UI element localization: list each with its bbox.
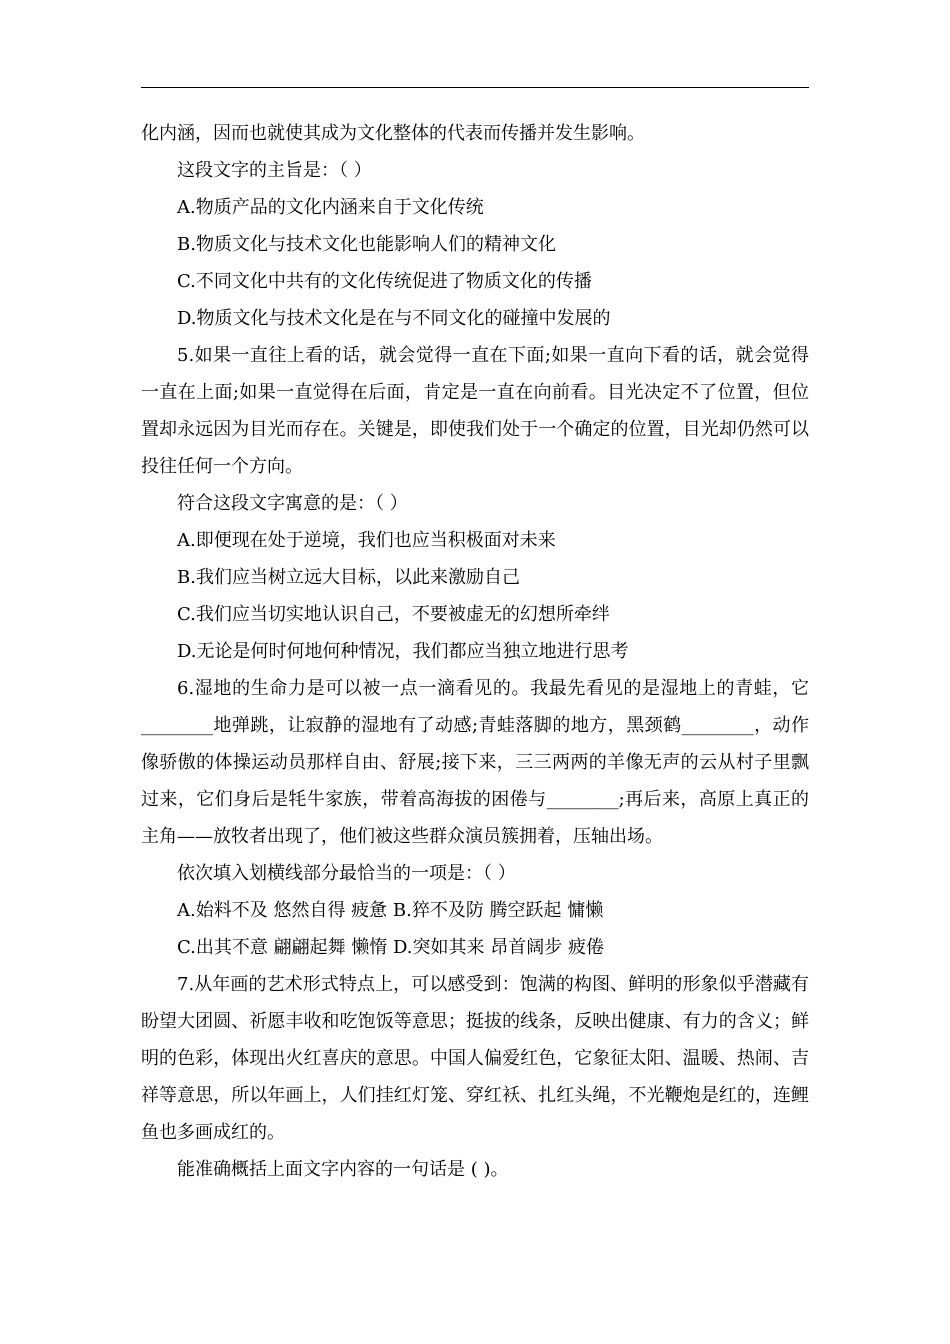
paragraph: 7.从年画的艺术形式特点上，可以感受到：饱满的构图、鲜明的形象似乎潜藏有盼望大团圆、祈愿丰收和吃饱饭等意思；挺拔的线条，反映出健康、有力的含义；鲜明的色彩，体现出火红喜庆的意思。中国人偏爱红色，它象征太阳、温暖、热闹、吉祥等意思，所以年画上，人们挂红灯笼、穿红袄、扎红头绳，不光鞭炮是红的，连鲤鱼也多画成红的。 [141,974,809,1143]
paragraph: C.出其不意 翩翩起舞 懒惰 D.突如其来 昂首阔步 疲倦 [177,937,604,958]
paragraph: 这段文字的主旨是：（ ） [177,160,372,181]
paragraph: B.物质文化与技术文化也能影响人们的精神文化 [177,234,556,255]
paragraph: B.我们应当树立远大目标，以此来激励自己 [177,567,520,588]
paragraph: 符合这段文字寓意的是：（ ） [177,493,408,514]
paragraph: 6.湿地的生命力是可以被一点一滴看见的。我最先看见的是湿地上的青蛙，它________地弹跳，让寂静的湿地有了动感;青蛙落脚的地方，黑颈鹤________，动作像骄傲的体操运动员那样自由、舒展;接下来，三三两两的羊像无声的云从村子里飘过来，它们身后是牦牛家族，带着高海拔的困倦与________;再后来，高原上真正的主角——放牧者出现了，他们被这些群众演员簇拥着，压轴出场。 [141,678,809,847]
paragraph: 依次填入划横线部分最恰当的一项是：（ ） [177,863,516,884]
paragraph: D.无论是何时何地何种情况，我们都应当独立地进行思考 [177,641,629,662]
paragraph: C.我们应当切实地认识自己，不要被虚无的幻想所牵绊 [177,604,610,625]
paragraph: C.不同文化中共有的文化传统促进了物质文化的传播 [177,271,592,292]
header-rule [141,87,809,88]
paragraph: A.物质产品的文化内涵来自于文化传统 [177,197,484,218]
document-body [141,115,809,1188]
paragraph: 化内涵，因而也就使其成为文化整体的代表而传播并发生影响。 [141,123,645,144]
paragraph: D.物质文化与技术文化是在与不同文化的碰撞中发展的 [177,308,611,329]
paragraph: A.始料不及 悠然自得 疲惫 B.猝不及防 腾空跃起 慵懒 [177,900,604,921]
paragraph: 能准确概括上面文字内容的一句话是 ( )。 [177,1159,509,1180]
paragraph: A.即便现在处于逆境，我们也应当积极面对未来 [177,530,556,551]
paragraph: 5.如果一直往上看的话，就会觉得一直在下面;如果一直向下看的话，就会觉得一直在上面;如果一直觉得在后面，肯定是一直在向前看。目光决定不了位置，但位置却永远因为目光而存在。关键是，即使我们处于一个确定的位置，目光却仍然可以投往任何一个方向。 [141,345,809,477]
